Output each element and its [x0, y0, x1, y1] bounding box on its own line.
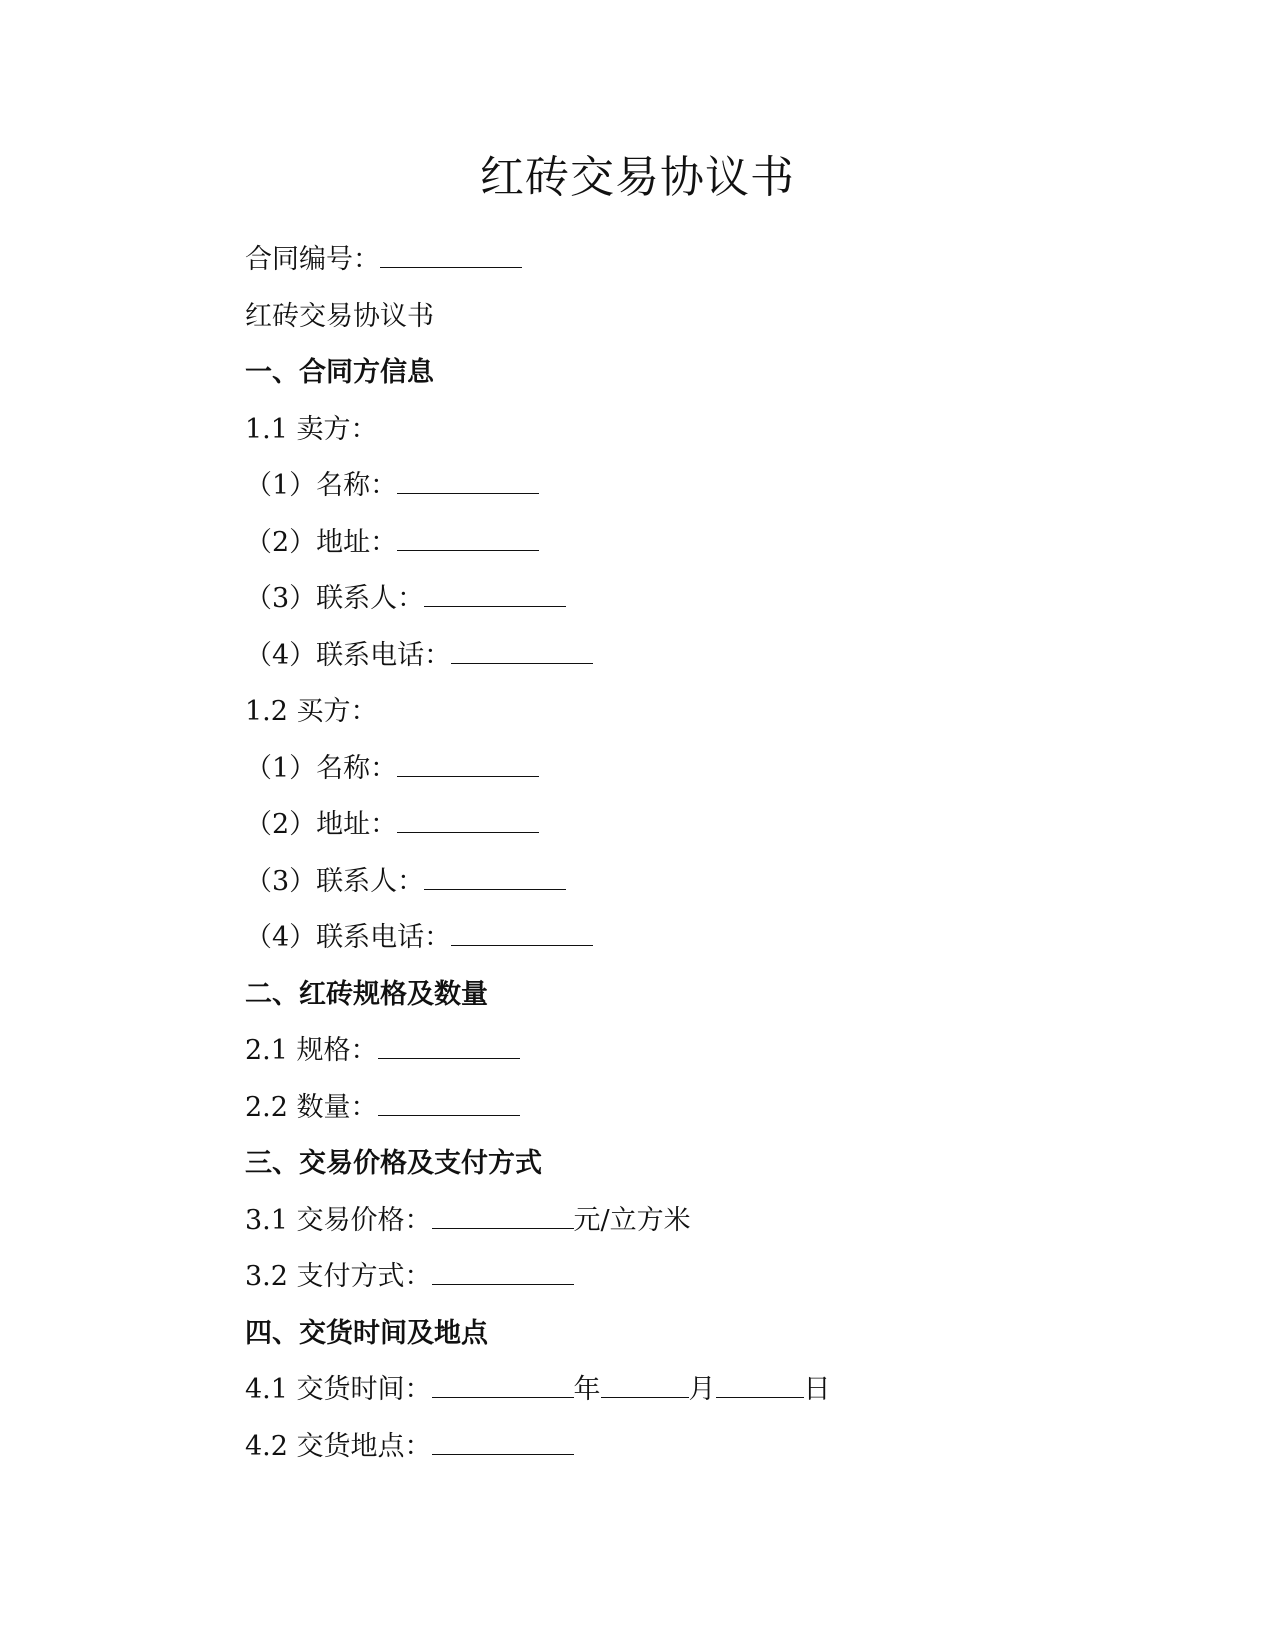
payment-label: 3.2 支付方式： [245, 1261, 432, 1292]
seller-contact-label: （3）联系人： [245, 583, 425, 614]
buyer-contact-blank[interactable] [424, 861, 566, 890]
document-subtitle: 红砖交易协议书 [245, 300, 434, 332]
section-heading-parties: 一、合同方信息 [245, 357, 434, 388]
delivery-place-label: 4.2 交货地点： [245, 1430, 432, 1462]
delivery-time-line [245, 1362, 1145, 1419]
buyer-address-blank[interactable] [397, 804, 539, 833]
delivery-place-line [245, 1419, 1145, 1476]
buyer-address-line [245, 797, 1145, 854]
month-label: 月 [688, 1374, 716, 1405]
document-body [245, 232, 1145, 1475]
buyer-contact-label: （3）联系人： [245, 865, 425, 897]
seller-name-label: （1）名称： [245, 470, 398, 501]
buyer-phone-blank[interactable] [451, 917, 593, 946]
buyer-contact-line [245, 854, 1145, 911]
quantity-blank[interactable] [378, 1087, 520, 1116]
section-heading-spec: 二、红砖规格及数量 [245, 978, 488, 1010]
delivery-place-blank[interactable] [432, 1426, 574, 1455]
seller-phone-line [245, 628, 1145, 685]
price-blank[interactable] [432, 1200, 574, 1229]
spec-blank[interactable] [378, 1030, 520, 1059]
buyer-phone-label: （4）联系电话： [245, 922, 452, 953]
spec-label: 2.1 规格： [245, 1035, 378, 1066]
contract-number-label: 合同编号： [245, 244, 380, 275]
price-line [245, 1193, 1145, 1250]
buyer-address-label: （2）地址： [245, 809, 398, 840]
seller-address-blank[interactable] [397, 522, 539, 551]
year-label: 年 [573, 1374, 601, 1405]
buyer-phone-line [245, 910, 1145, 967]
day-label: 日 [803, 1374, 831, 1405]
document-title: 红砖交易协议书 [480, 152, 795, 203]
price-label: 3.1 交易价格： [245, 1204, 432, 1236]
payment-blank[interactable] [432, 1256, 574, 1285]
delivery-time-label: 4.1 交货时间： [245, 1374, 432, 1405]
buyer-name-blank[interactable] [397, 748, 539, 777]
buyer-name-line [245, 741, 1145, 798]
contract-number-blank[interactable] [380, 239, 522, 268]
quantity-label: 2.2 数量： [245, 1091, 378, 1123]
quantity-line [245, 1080, 1145, 1137]
seller-contact-blank[interactable] [424, 578, 566, 607]
section-heading-price: 三、交易价格及支付方式 [245, 1148, 542, 1179]
delivery-year-blank[interactable] [432, 1369, 574, 1398]
spec-line [245, 1023, 1145, 1080]
section-heading-delivery: 四、交货时间及地点 [245, 1317, 488, 1349]
seller-name-blank[interactable] [397, 465, 539, 494]
contract-number-line [245, 232, 1145, 289]
buyer-label: 1.2 买方： [245, 696, 378, 727]
delivery-month-blank[interactable] [601, 1369, 689, 1398]
seller-name-line [245, 458, 1145, 515]
seller-contact-line [245, 571, 1145, 628]
payment-line [245, 1249, 1145, 1306]
seller-phone-label: （4）联系电话： [245, 639, 452, 671]
buyer-name-label: （1）名称： [245, 752, 398, 784]
seller-address-line [245, 515, 1145, 572]
seller-label: 1.1 卖方： [245, 413, 378, 445]
seller-address-label: （2）地址： [245, 526, 398, 558]
delivery-day-blank[interactable] [716, 1369, 804, 1398]
price-unit: 元/立方米 [573, 1204, 691, 1236]
seller-phone-blank[interactable] [451, 635, 593, 664]
